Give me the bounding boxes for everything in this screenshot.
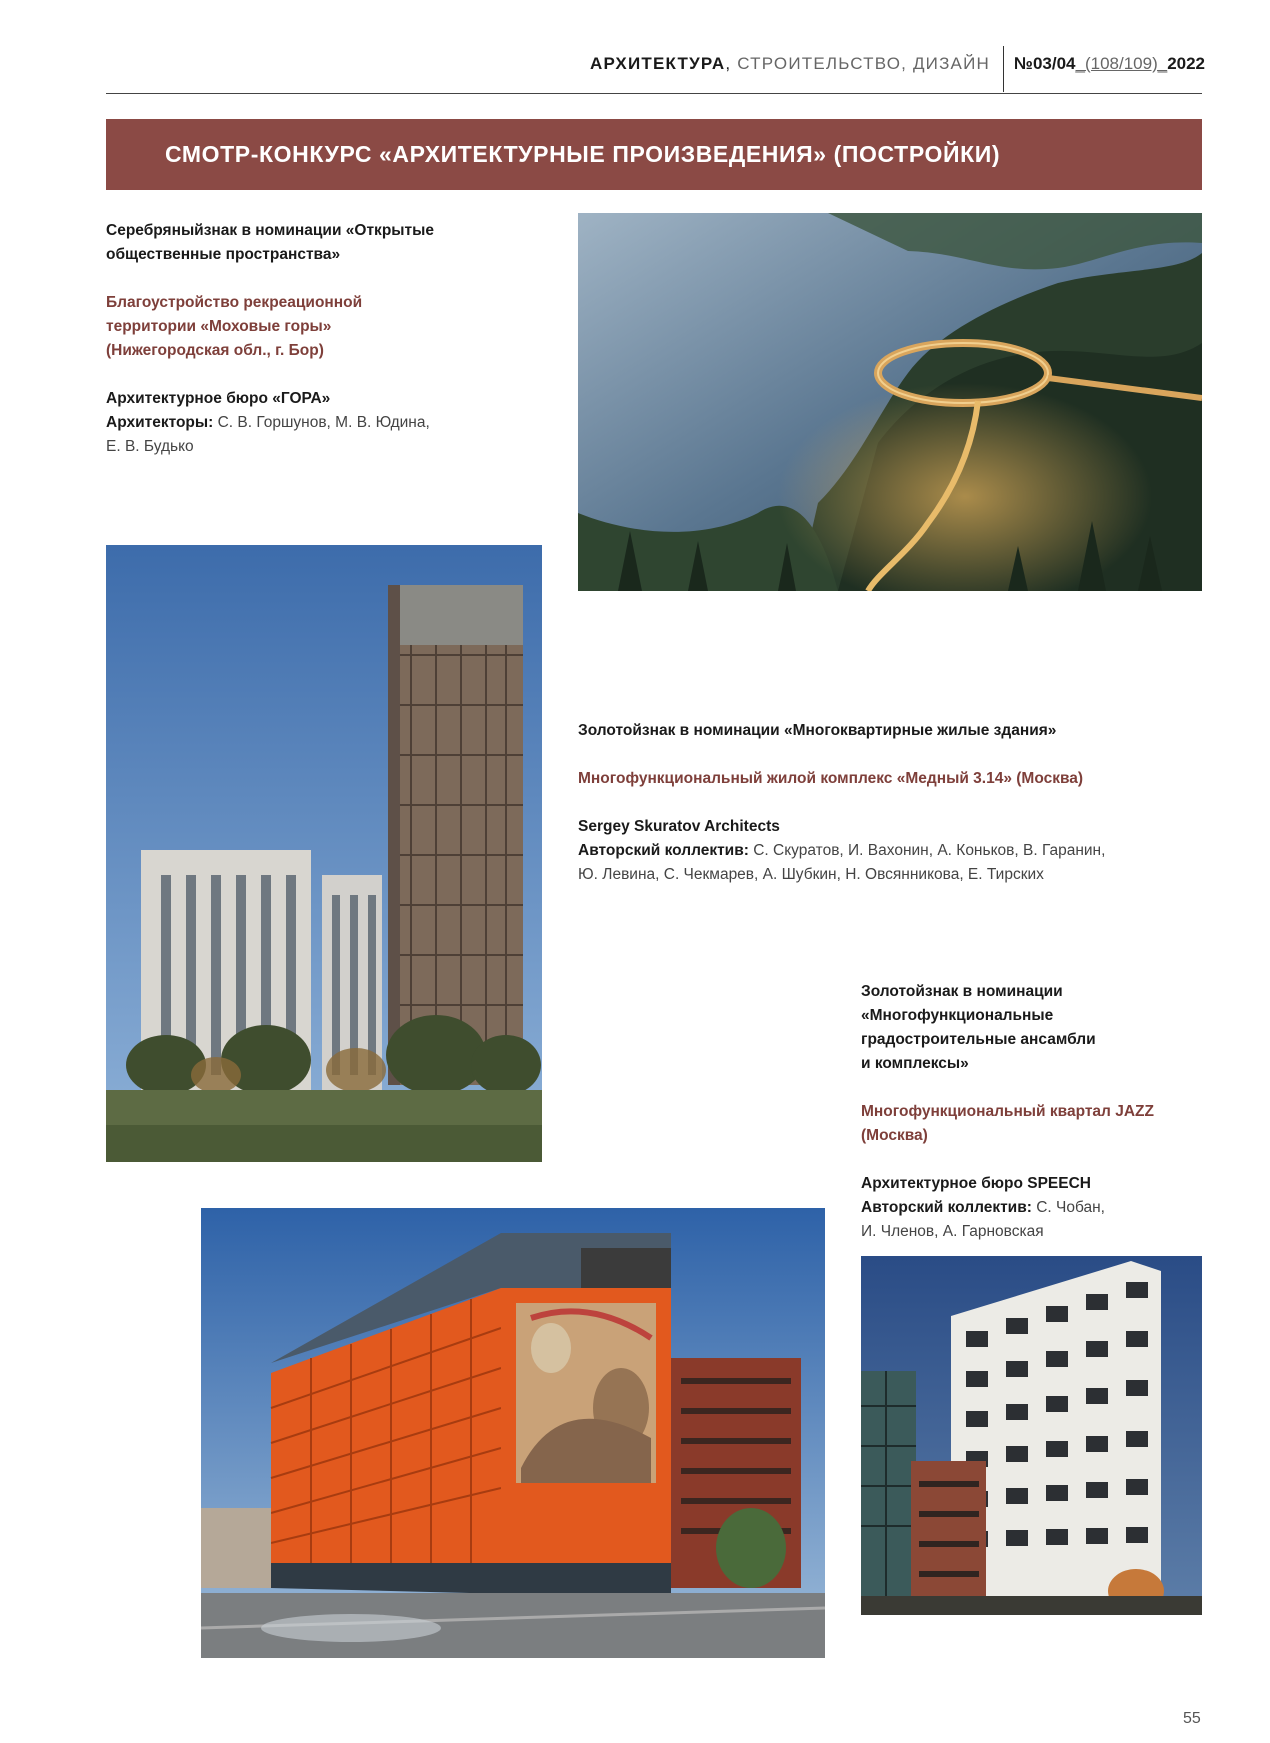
project-line: Благоустройство рекреационной xyxy=(106,294,363,311)
bureau-name: Архитектурное бюро «ГОРА» xyxy=(106,390,331,407)
issue-year: 2022 xyxy=(1167,54,1206,73)
project-title xyxy=(106,291,546,363)
award-line: «Многофункциональные xyxy=(861,1007,1054,1024)
credit-names-continued: И. Членов, А. Гарновская xyxy=(861,1223,1044,1240)
header-rule xyxy=(106,93,1202,94)
project-line: (Нижегородская обл., г. Бор) xyxy=(106,342,324,359)
header-section-rest: СТРОИТЕЛЬСТВО, ДИЗАЙН xyxy=(731,54,990,73)
award-line: градостроительные ансамбли xyxy=(861,1031,1096,1048)
running-header-section xyxy=(590,54,990,74)
award-line: общественные пространства» xyxy=(106,246,341,263)
award-line: и комплексы» xyxy=(861,1055,969,1072)
project-line: территории «Моховые горы» xyxy=(106,318,332,335)
credit-names-continued: Е. В. Будько xyxy=(106,438,194,455)
award-line: Золотойзнак в номинации xyxy=(861,983,1063,1000)
bureau-name: Архитектурное бюро SPEECH xyxy=(861,1175,1091,1192)
credit-names: С. В. Горшунов, М. В. Юдина, xyxy=(213,414,430,431)
award-nomination xyxy=(106,219,546,267)
photo-moss-mountains-aerial xyxy=(578,213,1202,591)
project-line: (Москва) xyxy=(861,1127,928,1144)
project-title xyxy=(861,1100,1201,1148)
running-header-issue xyxy=(1014,54,1205,74)
project-title: Многофункциональный жилой комплекс «Медный 3.14» (Москва) xyxy=(578,770,1084,787)
header-comma: , xyxy=(725,54,732,73)
credits xyxy=(861,1196,1201,1220)
award-line: Серебряныйзнак в номинации «Открытые xyxy=(106,222,434,239)
header-divider xyxy=(1003,46,1004,92)
bureau-name: Sergey Skuratov Architects xyxy=(578,818,780,835)
entry-medny xyxy=(578,719,1198,887)
page-number: 55 xyxy=(1183,1710,1201,1727)
issue-volume: _(108/109)_ xyxy=(1075,54,1168,73)
credit-label: Архитекторы: xyxy=(106,414,214,431)
banner-title: СМОТР-КОНКУРС «АРХИТЕКТУРНЫЕ ПРОИЗВЕДЕНИЯ» (ПОСТРОЙКИ) xyxy=(165,141,1001,167)
project-line: Многофункциональный квартал JAZZ xyxy=(861,1103,1154,1120)
credits xyxy=(106,411,546,435)
credit-label: Авторский коллектив: xyxy=(578,842,749,859)
entry-jazz xyxy=(861,980,1201,1244)
credit-label: Авторский коллектив: xyxy=(861,1199,1032,1216)
credit-names-continued: Ю. Левина, С. Чекмарев, А. Шубкин, Н. Овсянникова, Е. Тирских xyxy=(578,866,1044,883)
credit-names: С. Чобан, xyxy=(1031,1199,1105,1216)
credit-names: С. Скуратов, И. Вахонин, А. Коньков, В. Гаранин, xyxy=(748,842,1106,859)
award-nomination: Золотойзнак в номинации «Многоквартирные жилые здания» xyxy=(578,722,1057,739)
header-section-bold: АРХИТЕКТУРА xyxy=(590,54,726,73)
photo-medny-towers xyxy=(106,545,542,1162)
award-nomination xyxy=(861,980,1201,1076)
photo-jazz-residential xyxy=(861,1256,1202,1615)
photo-jazz-orange-building xyxy=(201,1208,825,1658)
issue-number: №03/04 xyxy=(1014,54,1076,73)
credits xyxy=(578,839,1198,863)
section-banner xyxy=(106,119,1202,190)
entry-moss-mountains xyxy=(106,219,546,459)
